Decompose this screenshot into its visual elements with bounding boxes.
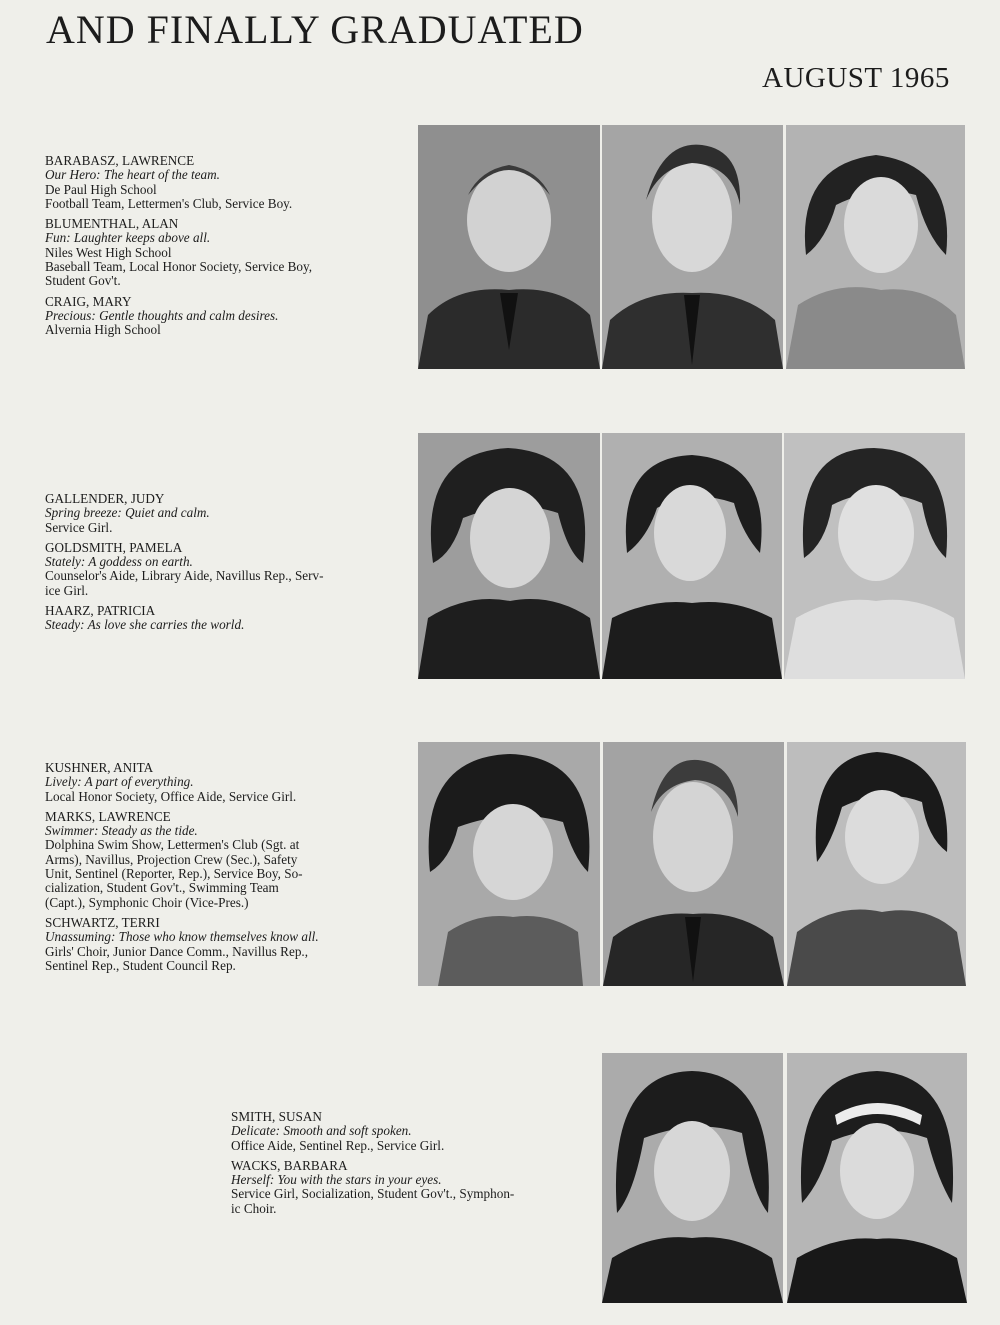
graduate-entry	[45, 541, 390, 598]
portrait-photo	[418, 125, 600, 369]
graduate-detail: cialization, Student Gov't., Swimming Team	[45, 880, 279, 896]
entry-group-4	[231, 1110, 561, 1222]
graduate-name: WACKS, BARBARA	[231, 1157, 348, 1173]
portrait-photo	[418, 433, 600, 679]
graduate-motto: Fun: Laughter keeps above all.	[45, 230, 211, 246]
graduate-detail: Sentinel Rep., Student Council Rep.	[45, 957, 236, 973]
portrait-photo	[602, 1053, 783, 1303]
graduate-name: GOLDSMITH, PAMELA	[45, 539, 183, 555]
graduate-detail: Girls' Choir, Junior Dance Comm., Navillus Rep.,	[45, 943, 309, 959]
graduate-detail: Baseball Team, Local Honor Society, Service Boy,	[45, 259, 313, 275]
portrait-photo	[784, 433, 965, 679]
graduate-name: SMITH, SUSAN	[231, 1109, 322, 1124]
graduate-entry	[45, 916, 385, 973]
graduate-detail: Student Gov't.	[45, 273, 121, 289]
graduate-name: KUSHNER, ANITA	[45, 760, 154, 775]
graduate-name: SCHWARTZ, TERRI	[45, 914, 160, 930]
graduate-name: MARKS, LAWRENCE	[45, 808, 171, 824]
portrait-silhouette	[603, 742, 784, 986]
graduate-motto: Spring breeze: Quiet and calm.	[45, 505, 210, 521]
graduate-entry	[45, 810, 385, 910]
graduate-entry	[45, 154, 390, 211]
graduate-detail: Counselor's Aide, Library Aide, Navillus Rep., Serv-	[45, 568, 324, 584]
graduate-name: BARABASZ, LAWRENCE	[45, 153, 195, 168]
graduation-date: AUGUST 1965	[762, 62, 950, 94]
portrait-silhouette	[787, 742, 966, 986]
graduate-name: HAARZ, PATRICIA	[45, 603, 156, 619]
portrait-photo	[418, 742, 600, 986]
graduate-motto: Unassuming: Those who know themselves know all.	[45, 929, 319, 945]
portrait-silhouette	[418, 433, 600, 679]
graduate-name: GALLENDER, JUDY	[45, 491, 165, 506]
graduate-detail: Niles West High School	[45, 244, 172, 260]
graduate-motto: Steady: As love she carries the world.	[45, 617, 245, 633]
graduate-motto: Swimmer: Steady as the tide.	[45, 823, 198, 839]
portrait-silhouette	[418, 125, 600, 369]
graduate-motto: Precious: Gentle thoughts and calm desires.	[45, 307, 279, 323]
portrait-silhouette	[602, 125, 783, 369]
page-title: AND FINALLY GRADUATED	[46, 7, 584, 52]
graduate-detail: Arms), Navillus, Projection Crew (Sec.), Safety	[45, 851, 298, 867]
portrait-photo	[603, 742, 784, 986]
graduate-motto: Stately: A goddess on earth.	[45, 554, 193, 570]
portrait-photo	[602, 433, 782, 679]
portrait-silhouette	[602, 433, 782, 679]
graduate-entry	[45, 295, 390, 338]
graduate-detail: Local Honor Society, Office Aide, Service Girl.	[45, 788, 297, 804]
graduate-motto: Herself: You with the stars in your eyes.	[231, 1172, 442, 1188]
graduate-motto: Delicate: Smooth and soft spoken.	[231, 1123, 412, 1139]
graduate-entry	[45, 217, 390, 288]
portrait-silhouette	[787, 1053, 967, 1303]
graduate-detail: ice Girl.	[45, 582, 89, 598]
graduate-entry	[231, 1110, 561, 1153]
portrait-photo	[787, 742, 966, 986]
graduate-entry	[45, 604, 390, 633]
graduate-name: CRAIG, MARY	[45, 293, 132, 309]
entry-group-1	[45, 154, 390, 344]
graduate-motto: Our Hero: The heart of the team.	[45, 167, 220, 183]
entry-group-2	[45, 492, 390, 639]
portrait-silhouette	[786, 125, 965, 369]
portrait-photo	[786, 125, 965, 369]
portrait-silhouette	[418, 742, 600, 986]
graduate-motto: Lively: A part of everything.	[45, 774, 194, 790]
graduate-entry	[45, 492, 390, 535]
portrait-silhouette	[602, 1053, 783, 1303]
graduate-entry	[231, 1159, 561, 1216]
graduate-detail: Dolphina Swim Show, Lettermen's Club (Sgt. at	[45, 837, 300, 853]
graduate-detail: Service Girl.	[45, 519, 113, 535]
graduate-detail: Alvernia High School	[45, 322, 161, 338]
graduate-detail: Football Team, Lettermen's Club, Service Boy.	[45, 195, 293, 211]
graduate-detail: Service Girl, Socialization, Student Gov't., Symphon-	[231, 1186, 515, 1202]
graduate-detail: ic Choir.	[231, 1200, 277, 1216]
portrait-photo	[787, 1053, 967, 1303]
graduate-detail: Office Aide, Sentinel Rep., Service Girl.	[231, 1137, 445, 1153]
graduate-detail: (Capt.), Symphonic Choir (Vice-Pres.)	[45, 894, 249, 910]
graduate-name: BLUMENTHAL, ALAN	[45, 216, 179, 232]
graduate-detail: Unit, Sentinel (Reporter, Rep.), Service Boy, So-	[45, 866, 303, 882]
graduate-detail: De Paul High School	[45, 181, 157, 197]
portrait-silhouette	[784, 433, 965, 679]
entry-group-3	[45, 761, 385, 979]
portrait-photo	[602, 125, 783, 369]
graduate-entry	[45, 761, 385, 804]
